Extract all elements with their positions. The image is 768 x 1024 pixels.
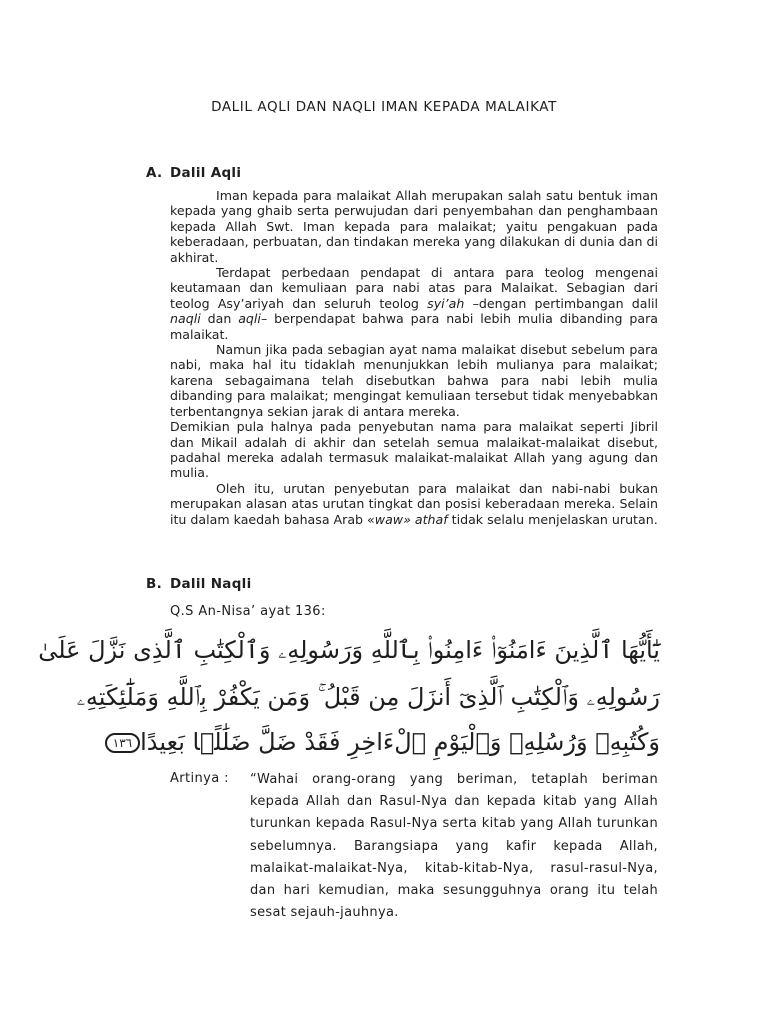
paragraph-2 — [170, 265, 658, 342]
term-syiah: syi’ah — [427, 295, 465, 311]
section-b-letter: B. — [146, 576, 163, 592]
dalil-aqli-body — [170, 188, 658, 527]
paragraph-5 — [170, 481, 658, 527]
paragraph-2-part-d: – berpendapat bahwa para nabi lebih mulia dibanding para malaikat. — [170, 311, 658, 342]
arabic-verse-line-3 — [112, 728, 660, 756]
paragraph-2-part-b: –dengan pertimbangan dalil — [464, 295, 658, 311]
term-aqli: aqli — [238, 311, 261, 327]
section-a-letter: A. — [146, 165, 163, 181]
paragraph-2-part-a: Terdapat perbedaan pendapat di antara para teolog mengenai keutamaan dan kemuliaan para nabi atas para Malaikat. Sebagian dari teolog Asy’ariyah dan seluruh teolog — [170, 265, 658, 311]
section-b-title: Dalil Naqli — [170, 576, 252, 592]
paragraph-1: Iman kepada para malaikat Allah merupakan salah satu bentuk iman kepada yang ghaib serta perwujudan dari penyembahan dan penghambaan kepada Allah Swt. Iman kepada para malaikat; yaitu pengakuan pada keberadaan, perbuatan, dan tindakan mereka yang dilakukan di dunia dan di akhirat. — [170, 188, 658, 265]
translation-label: Artinya : — [170, 771, 229, 786]
arabic-verse-line-2: رَسُولِهِۦ وَٱلْكِتَٰبِ ٱلَّذِىٓ أَنزَلَ مِن قَبْلُ ۚ وَمَن يَكْفُرْ بِٱللَّهِ وَمَلَٰٓئِكَتِهِۦ — [76, 683, 660, 711]
section-a-heading — [146, 165, 241, 181]
arabic-verse-line-3-text: وَكُتُبِهِۦ وَرُسُلِهِۦ وَٱلْيَوْمِ ٱلْءَاخِرِ فَقَدْ ضَلَّ ضَلَٰلًۢا بَعِيدًا — [140, 728, 660, 756]
paragraph-3: Namun jika pada sebagian ayat nama malaikat disebut sebelum para nabi, maka hal itu tidaklah menunjukkan lebih mulianya para malaikat; karena sebagaimana telah disebutkan bahwa para nabi lebih mulia dibanding para malaikat; mengingat kemuliaan tersebut tidak menyebabkan terbentangnya sekian jarak di antara mereka. — [170, 342, 658, 419]
section-b-heading — [146, 576, 252, 592]
term-naqli: naqli — [170, 311, 201, 327]
translation-text: “Wahai orang-orang yang beriman, tetaplah beriman kepada Allah dan Rasul-Nya dan kepada kitab yang Allah turunkan kepada Rasul-Nya serta kitab yang Allah turunkan sebelumnya. Barangsiapa yang kafir kepada Allah, malaikat-malaikat-Nya, kitab-kitab-Nya, rasul-rasul-Nya, dan hari kemudian, maka sesungguhnya orang itu telah sesat sejauh-jauhnya. — [250, 772, 658, 921]
term-waw-athaf: waw» athaf — [374, 511, 448, 527]
ayah-number-marker: ١٣٦ — [105, 733, 140, 753]
paragraph-2-part-c: dan — [200, 311, 239, 327]
paragraph-4: Demikian pula halnya pada penyebutan nama para malaikat seperti Jibril dan Mikail adalah di akhir dan setelah semua malaikat-malaikat disebut, padahal mereka adalah termasuk malaikat-malaikat Allah yang agung dan mulia. — [170, 419, 658, 481]
section-a-title: Dalil Aqli — [170, 165, 242, 181]
arabic-verse-line-1: يَٰٓأَيُّهَا ٱلَّذِينَ ءَامَنُوٓا۟ ءَامِنُوا۟ بِٱللَّهِ وَرَسُولِهِۦ وَٱلْكِتَٰبِ ٱلَّذِى نَزَّلَ عَلَىٰ — [38, 636, 660, 664]
page-title: DALIL AQLI DAN NAQLI IMAN KEPADA MALAIKAT — [211, 99, 557, 115]
paragraph-5-part-b: tidak selalu menjelaskan urutan. — [447, 511, 658, 527]
paragraph-5-part-a: Oleh itu, urutan penyebutan para malaikat dan nabi-nabi bukan merupakan alasan atas urutan tingkat dan posisi keberadaan mereka. Selain itu dalam kaedah bahasa Arab « — [170, 480, 658, 527]
verse-reference: Q.S An-Nisa’ ayat 136: — [170, 604, 326, 619]
